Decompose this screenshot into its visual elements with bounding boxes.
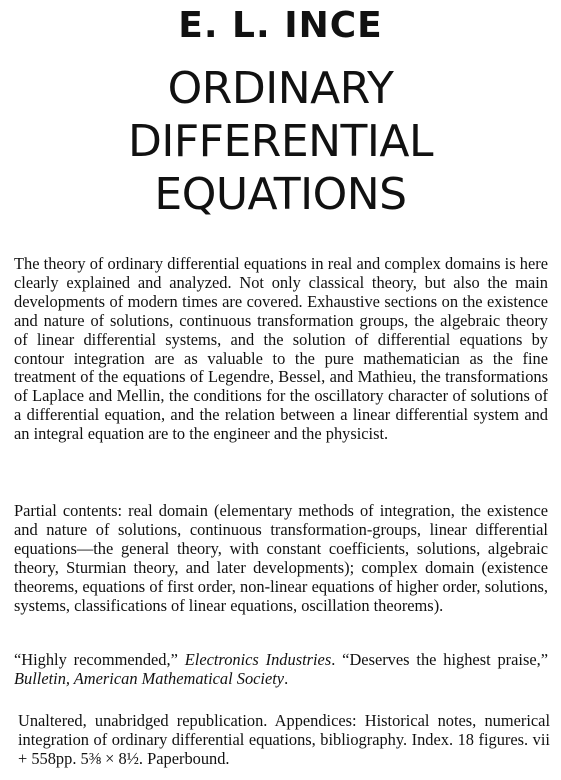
review-quote-1: “Highly recommended,” xyxy=(14,650,185,669)
publication-note: Unaltered, unabridged republication. Appendices: Historical notes, numerical integration of ordinary differential equations, bibliography. Index. 18 figures. vii + 558pp. 5⅜ × 8½. Paperbound. xyxy=(18,711,550,768)
description-paragraph: The theory of ordinary differential equations in real and complex domains is here clearly explained and analyzed. Not only classical theory, but also the main developments of modern times are covered. Exhaustive sections on the existence and nature of solutions, continuous transformation groups, the algebraic theory of linear differential systems, and the solution of differential equations by contour integration are as valuable to the pure mathematician as the fine treatment of the equations of Legendre, Bessel, and Mathieu, the transformations of Laplace and Mellin, the conditions for the oscillatory character of solutions of a differential equation, and the relation between a linear differential system and an integral equation are to the engineer and the physicist. xyxy=(14,254,548,444)
book-title xyxy=(0,62,561,221)
title-line-1: ORDINARY xyxy=(167,63,394,114)
review-source-1: Electronics Industries xyxy=(184,650,332,669)
review-quote-2: . “Deserves the highest praise,” xyxy=(331,650,548,669)
title-line-2: DIFFERENTIAL xyxy=(127,116,434,167)
review-source-2: Bulletin, American Mathematical Society xyxy=(14,668,285,688)
partial-contents-paragraph: Partial contents: real domain (elementary methods of integration, the existence and nature of solutions, continuous transformation-groups, linear differential equations—the general theory, with constant coefficients, solutions, algebraic theory, Sturmian theory, and later developments); complex domain (existence theorems, equations of first order, non-linear equations of higher order, solutions, systems, classifications of linear equations, oscillation theorems). xyxy=(14,501,548,615)
author-name: E. L. INCE xyxy=(178,5,383,46)
review-end: . xyxy=(284,668,289,688)
title-line-3: EQUATIONS xyxy=(154,169,407,220)
reviews-paragraph xyxy=(14,651,548,689)
